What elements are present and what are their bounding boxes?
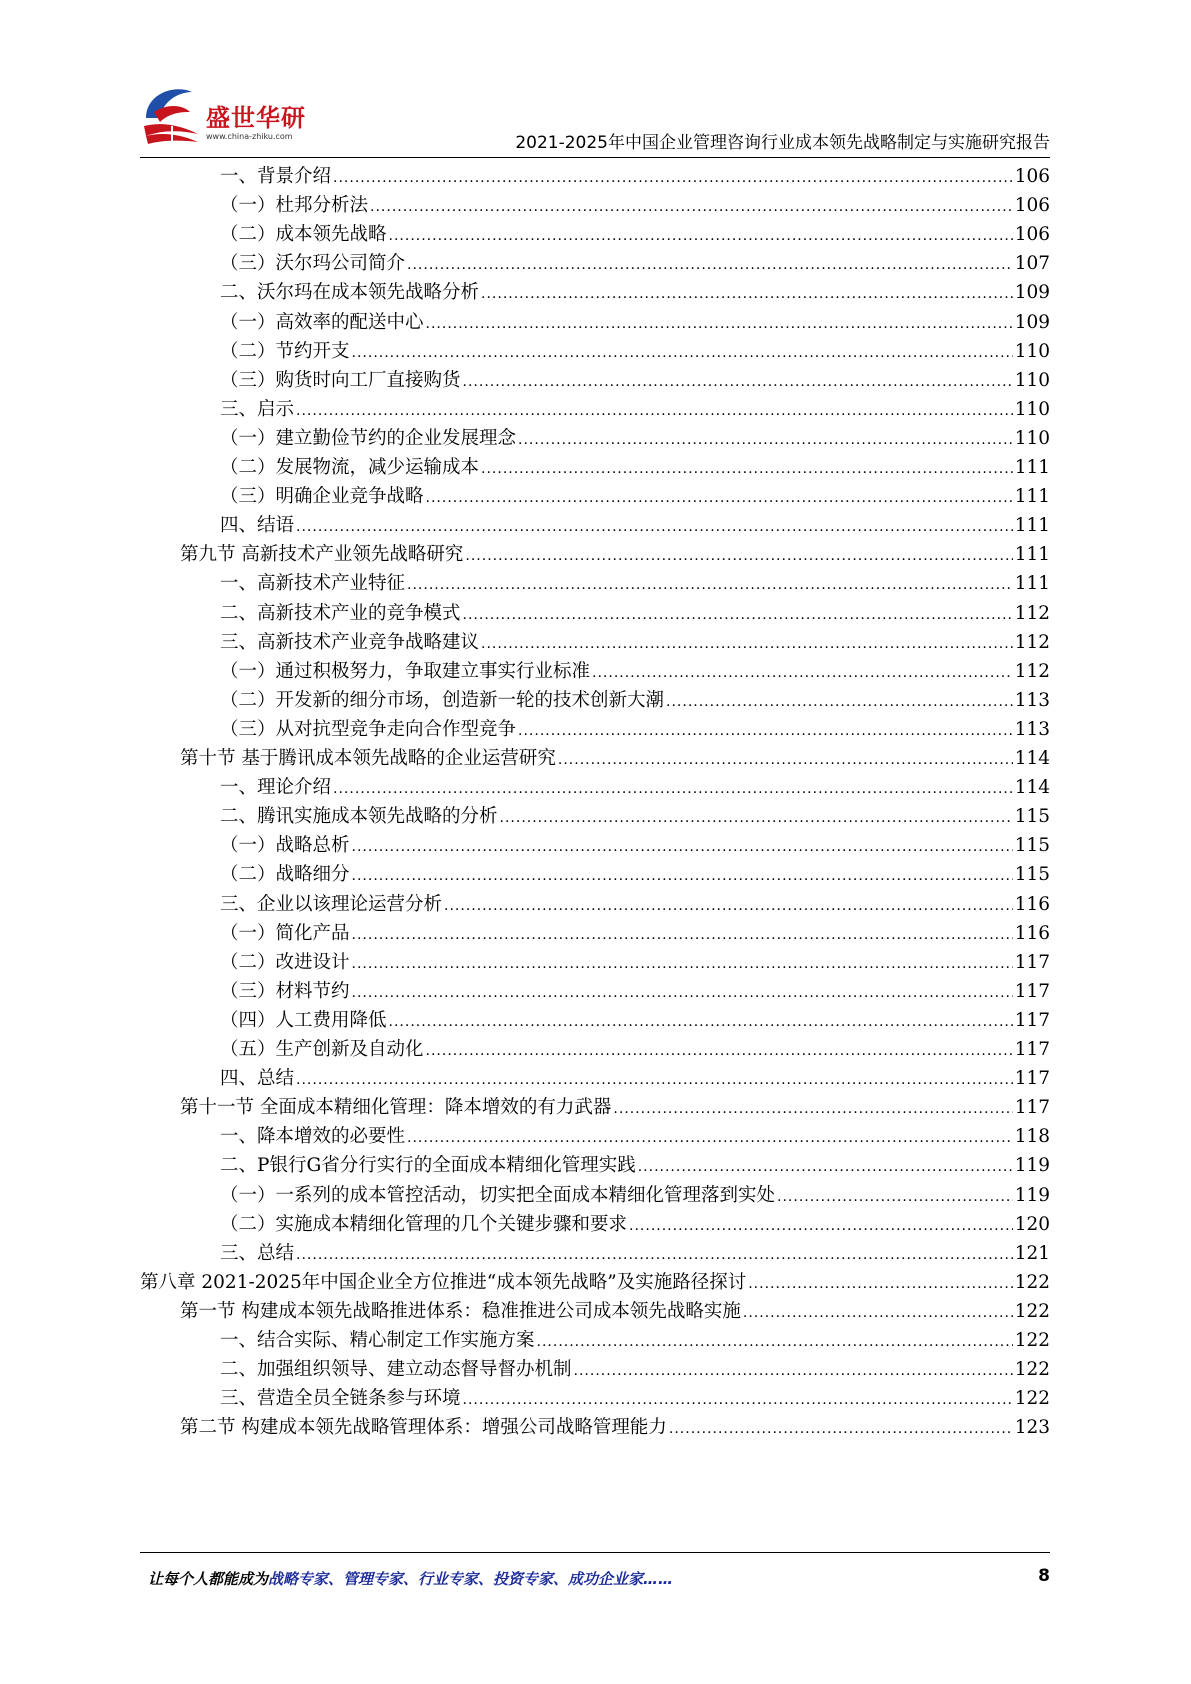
toc-entry-title: 第十一节 全面成本精细化管理：降本增效的有力武器 (180, 1097, 612, 1119)
toc-entry-title: 二、沃尔玛在成本领先战略分析 (220, 282, 480, 304)
toc-entry[interactable] (220, 453, 1050, 484)
toc-entry-page: 117 (1014, 980, 1050, 1002)
toc-leader-dots (500, 810, 1013, 826)
toc-leader-dots (426, 490, 1013, 506)
toc-entry[interactable] (220, 802, 1050, 833)
toc-entry-page: 111 (1014, 544, 1050, 566)
toc-entry-title: （二）改进设计 (220, 951, 350, 973)
toc-entry-page: 119 (1014, 1184, 1050, 1206)
toc-leader-dots (669, 1421, 1013, 1437)
toc-leader-dots (352, 927, 1013, 943)
toc-leader-dots (629, 1218, 1013, 1234)
toc-entry-page: 118 (1014, 1126, 1050, 1148)
toc-entry-title: （二）发展物流，减少运输成本 (220, 457, 480, 478)
toc-entry[interactable] (220, 1326, 1050, 1357)
toc-leader-dots (613, 1101, 1012, 1117)
toc-entry-page: 115 (1014, 835, 1050, 857)
toc-entry-page: 120 (1014, 1213, 1050, 1235)
toc-leader-dots (518, 432, 1013, 448)
toc-entry-page: 106 (1014, 224, 1050, 246)
toc-entry-title: 三、企业以该理论运营分析 (220, 893, 443, 915)
toc-entry-title: （四）人工费用降低 (220, 1009, 387, 1031)
toc-entry[interactable] (180, 1297, 1050, 1328)
toc-entry[interactable] (220, 686, 1050, 717)
toc-entry[interactable] (220, 948, 1050, 979)
toc-entry-page: 113 (1014, 718, 1050, 740)
toc-entry-title: 第十节 基于腾讯成本领先战略的企业运营研究 (180, 748, 556, 769)
toc-leader-dots (352, 839, 1013, 855)
toc-leader-dots (748, 1276, 1012, 1292)
logo-url: www.china-zhiku.com (206, 132, 293, 141)
toc-entry[interactable] (220, 1006, 1050, 1037)
toc-leader-dots (558, 752, 1013, 768)
toc-entry[interactable] (220, 366, 1050, 397)
toc-entry-page: 114 (1014, 777, 1050, 799)
toc-entry[interactable] (180, 1093, 1050, 1124)
toc-entry-page: 115 (1014, 864, 1050, 886)
toc-entry-title: （三）沃尔玛公司简介 (220, 253, 406, 275)
toc-entry-page: 119 (1014, 1155, 1050, 1177)
toc-entry-page: 112 (1014, 660, 1050, 682)
toc-entry-title: （一）一系列的成本管控活动，切实把全面成本精细化管理落到实处 (220, 1184, 776, 1206)
toc-entry-page: 117 (1014, 1039, 1050, 1060)
toc-entry[interactable] (220, 249, 1050, 280)
footer-slogan (148, 1568, 673, 1589)
toc-leader-dots (463, 1392, 1013, 1408)
toc-entry-page: 116 (1014, 922, 1050, 944)
toc-entry-page: 111 (1014, 486, 1050, 508)
toc-leader-dots (352, 345, 1013, 361)
toc-leader-dots (333, 781, 1013, 797)
toc-entry-title: 第九节 高新技术产业领先战略研究 (180, 544, 464, 566)
toc-entry[interactable] (220, 1181, 1050, 1212)
toc-leader-dots (426, 316, 1013, 332)
page-header (140, 82, 1050, 160)
toc-entry-title: （三）购货时向工厂直接购货 (220, 369, 461, 391)
toc-leader-dots (352, 956, 1013, 972)
toc-entry-page: 122 (1014, 1271, 1050, 1293)
toc-entry[interactable] (180, 1413, 1050, 1444)
toc-entry-page: 113 (1014, 689, 1050, 711)
toc-entry[interactable] (220, 628, 1050, 659)
toc-leader-dots (481, 636, 1013, 652)
toc-entry-title: 一、降本增效的必要性 (220, 1126, 406, 1148)
toc-entry-title: 三、总结 (220, 1242, 295, 1264)
toc-entry[interactable] (220, 1239, 1050, 1270)
toc-entry[interactable] (220, 1210, 1050, 1241)
toc-leader-dots (777, 1189, 1013, 1205)
toc-entry-title: 第八章 2021-2025年中国企业全方位推进“成本领先战略”及实施路径探讨 (140, 1271, 747, 1293)
toc-leader-dots (444, 898, 1013, 914)
toc-entry[interactable] (220, 657, 1050, 688)
toc-leader-dots (463, 374, 1013, 390)
toc-entry-page: 122 (1014, 1300, 1050, 1322)
header-divider (140, 157, 1050, 158)
toc-entry-title: 一、理论介绍 (220, 777, 332, 799)
logo-text: 盛世华研 (206, 104, 306, 132)
toc-entry[interactable] (220, 715, 1050, 746)
toc-entry-page: 111 (1014, 573, 1050, 595)
toc-entry-title: （一）建立勤俭节约的企业发展理念 (220, 427, 517, 449)
toc-entry-page: 117 (1014, 951, 1050, 973)
toc-entry-page: 110 (1014, 340, 1050, 362)
toc-entry[interactable] (220, 162, 1050, 193)
toc-entry-page: 111 (1014, 515, 1050, 537)
toc-entry-page: 106 (1014, 166, 1050, 187)
toc-entry[interactable] (220, 1122, 1050, 1153)
toc-entry-page: 106 (1014, 195, 1050, 217)
toc-leader-dots (352, 985, 1013, 1001)
toc-entry-page: 107 (1014, 253, 1050, 275)
toc-entry-page: 117 (1014, 1068, 1050, 1090)
toc-entry[interactable] (220, 278, 1050, 309)
toc-entry[interactable] (220, 337, 1050, 368)
toc-leader-dots (296, 1072, 1013, 1088)
toc-entry[interactable] (220, 1384, 1050, 1415)
toc-entry-title: 四、结语 (220, 515, 295, 537)
toc-leader-dots (463, 607, 1013, 623)
toc-leader-dots (407, 577, 1013, 593)
toc-entry[interactable] (180, 540, 1050, 571)
toc-leader-dots (465, 548, 1012, 564)
toc-entry[interactable] (220, 977, 1050, 1008)
toc-entry[interactable] (220, 773, 1050, 804)
toc-leader-dots (743, 1305, 1013, 1321)
toc-entry-page: 122 (1014, 1388, 1050, 1410)
toc-entry-title: 二、P银行G省分行实行的全面成本精细化管理实践 (220, 1155, 636, 1177)
toc-entry-title: 第二节 构建成本领先战略管理体系：增强公司战略管理能力 (180, 1417, 667, 1439)
footer-slogan-accent: 战略专家、管理专家、行业专家、投资专家、成功企业家…… (268, 1570, 674, 1588)
toc-entry-page: 112 (1014, 631, 1050, 653)
toc-entry-title: （二）节约开支 (220, 340, 350, 362)
toc-leader-dots (333, 170, 1013, 186)
toc-entry-title: 一、背景介绍 (220, 166, 332, 187)
toc-entry-page: 115 (1014, 806, 1050, 828)
toc-entry-page: 121 (1014, 1242, 1050, 1264)
toc-leader-dots (426, 1043, 1013, 1059)
toc-leader-dots (370, 199, 1013, 215)
toc-leader-dots (407, 1130, 1013, 1146)
toc-entry[interactable] (220, 860, 1050, 891)
toc-leader-dots (638, 1159, 1013, 1175)
toc-entry-title: （一）通过积极努力，争取建立事实行业标准 (220, 660, 591, 682)
toc-entry-title: （三）从对抗型竞争走向合作型竞争 (220, 718, 517, 740)
toc-entry-page: 110 (1014, 369, 1050, 391)
toc-entry-title: 一、高新技术产业特征 (220, 573, 406, 595)
toc-entry-page: 110 (1014, 427, 1050, 449)
toc-entry[interactable] (220, 1151, 1050, 1182)
toc-entry-title: （二）实施成本精细化管理的几个关键步骤和要求 (220, 1213, 628, 1235)
page-number: 8 (1038, 1566, 1050, 1586)
report-title: 2021-2025年中国企业管理咨询行业成本领先战略制定与实施研究报告 (515, 133, 1050, 153)
toc-entry-title: 二、腾讯实施成本领先战略的分析 (220, 806, 498, 828)
toc-entry-page: 122 (1014, 1330, 1050, 1351)
toc-entry[interactable] (220, 424, 1050, 455)
toc-entry[interactable] (220, 1355, 1050, 1386)
toc-leader-dots (389, 1014, 1013, 1030)
toc-entry-page: 122 (1014, 1359, 1050, 1381)
toc-leader-dots (296, 403, 1013, 419)
toc-leader-dots (481, 461, 1013, 477)
toc-entry-title: （一）简化产品 (220, 922, 350, 944)
toc-leader-dots (352, 868, 1013, 884)
footer-divider (140, 1552, 1050, 1553)
toc-leader-dots (537, 1334, 1013, 1350)
toc-entry[interactable] (220, 831, 1050, 862)
toc-entry-page: 114 (1014, 748, 1050, 769)
toc-entry-page: 109 (1014, 282, 1050, 304)
toc-leader-dots (296, 1247, 1013, 1263)
toc-entry[interactable] (220, 395, 1050, 426)
toc-leader-dots (296, 519, 1013, 535)
company-logo (140, 82, 310, 152)
toc-entry-page: 117 (1014, 1009, 1050, 1031)
toc-leader-dots (666, 694, 1013, 710)
toc-entry[interactable] (220, 919, 1050, 950)
toc-leader-dots (518, 723, 1013, 739)
toc-entry-title: 三、高新技术产业竞争战略建议 (220, 631, 480, 653)
toc-entry[interactable] (220, 191, 1050, 222)
toc-entry-title: 三、营造全员全链条参与环境 (220, 1388, 461, 1410)
toc-entry[interactable] (220, 1064, 1050, 1095)
toc-entry-page: 116 (1014, 893, 1050, 915)
toc-entry-page: 123 (1014, 1417, 1050, 1439)
toc-entry-title: （三）明确企业竞争战略 (220, 486, 424, 508)
toc-leader-dots (407, 257, 1013, 273)
toc-leader-dots (481, 286, 1013, 302)
toc-entry-title: （二）成本领先战略 (220, 224, 387, 246)
toc-entry[interactable] (220, 569, 1050, 600)
toc-entry-title: （二）战略细分 (220, 864, 350, 886)
toc-entry[interactable] (220, 599, 1050, 630)
logo-emblem-icon (140, 82, 204, 148)
toc-entry-title: 四、总结 (220, 1068, 295, 1090)
toc-entry[interactable] (220, 308, 1050, 339)
toc-leader-dots (574, 1363, 1013, 1379)
toc-entry[interactable] (220, 511, 1050, 542)
toc-leader-dots (592, 665, 1013, 681)
footer-slogan-prefix: 让每个人都能成为 (148, 1570, 269, 1588)
toc-entry-title: 二、加强组织领导、建立动态督导督办机制 (220, 1359, 572, 1381)
toc-entry[interactable] (220, 482, 1050, 513)
toc-entry-page: 109 (1014, 311, 1050, 333)
toc-entry-title: （五）生产创新及自动化 (220, 1039, 424, 1060)
toc-entry[interactable] (140, 1268, 1050, 1299)
toc-entry-title: 第一节 构建成本领先战略推进体系：稳准推进公司成本领先战略实施 (180, 1300, 741, 1322)
toc-entry-title: （一）高效率的配送中心 (220, 311, 424, 333)
toc-entry-title: 一、结合实际、精心制定工作实施方案 (220, 1330, 535, 1351)
toc-entry-title: （一）战略总析 (220, 835, 350, 857)
toc-entry[interactable] (220, 1035, 1050, 1066)
toc-entry-title: （三）材料节约 (220, 980, 350, 1002)
toc-entry[interactable] (220, 220, 1050, 251)
toc-entry-page: 110 (1014, 398, 1050, 420)
toc-leader-dots (389, 228, 1013, 244)
toc-entry-title: （二）开发新的细分市场，创造新一轮的技术创新大潮 (220, 689, 665, 711)
toc-entry-title: 二、高新技术产业的竞争模式 (220, 602, 461, 624)
toc-entry-page: 117 (1014, 1097, 1050, 1119)
toc-entry-title: （一）杜邦分析法 (220, 195, 369, 217)
toc-entry[interactable] (180, 744, 1050, 775)
toc-entry-page: 111 (1014, 457, 1050, 478)
toc-entry[interactable] (220, 890, 1050, 921)
toc-entry-title: 三、启示 (220, 398, 295, 420)
toc-entry-page: 112 (1014, 602, 1050, 624)
